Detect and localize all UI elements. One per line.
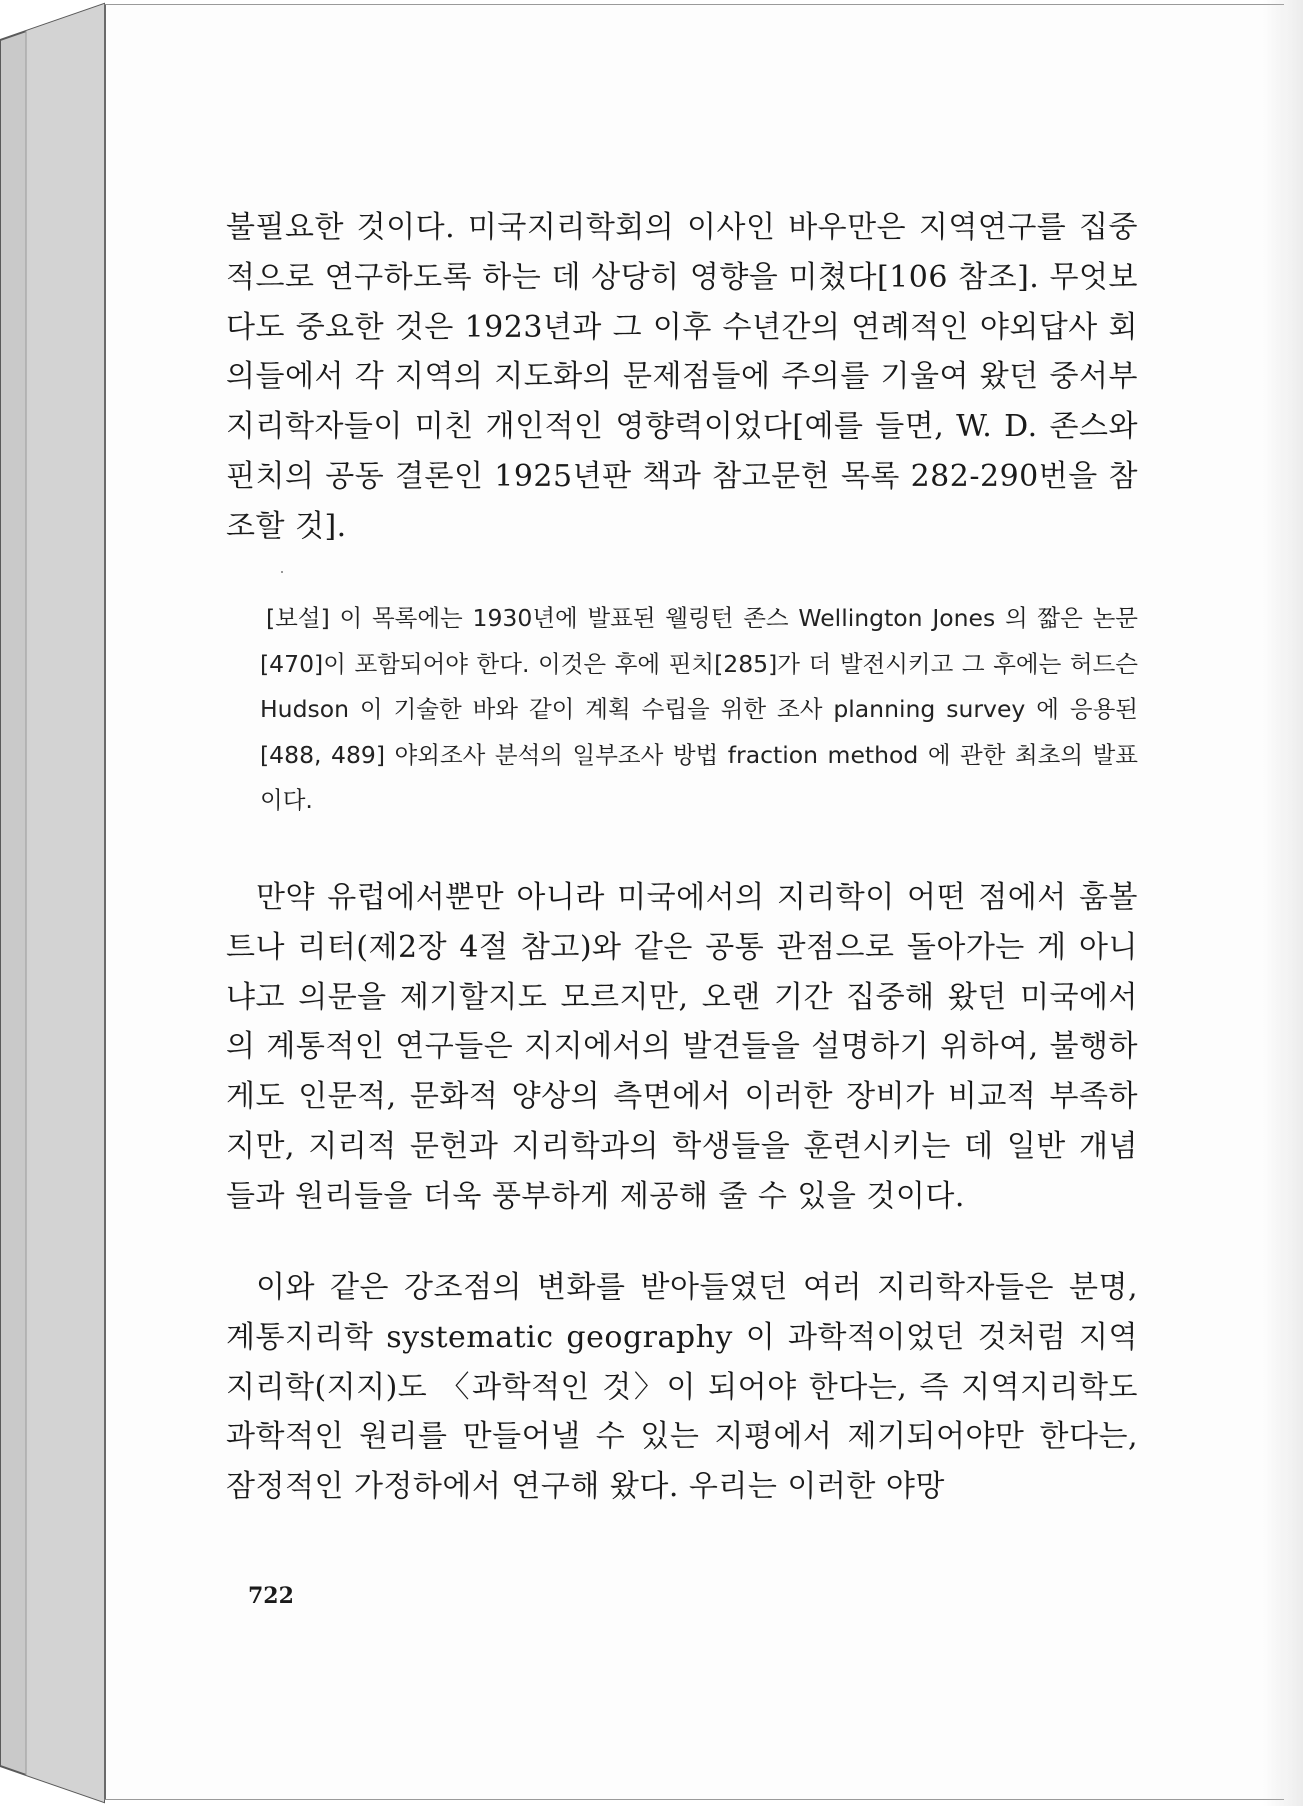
body-paragraph-3: 이와 같은 강조점의 변화를 받아들였던 여러 지리학자들은 분명, 계통지리학 systematic geography 이 과학적이었던 것처럼 지역지리학(지지)도 〈과학적인 것〉이 되어야 한다는, 즉 지역지리학도 과학적인 원리를 만들어낼 수 있는 지평에서 제기되어야만 한다는, 잠정적인 가정하에서 연구해 왔다. 우리는 이러한 야망 [226, 1270, 1138, 1505]
book-spine [0, 0, 110, 1806]
book-spine-graphic [0, 0, 110, 1806]
body-paragraph-1: 불필요한 것이다. 미국지리학회의 이사인 바우만은 지역연구를 집중적으로 연구하도록 하는 데 상당히 영향을 미쳤다[106 참조]. 무엇보다도 중요한 것은 1923년과 그 이후 수년간의 연례적인 야외답사 회의들에서 각 지역의 지도화의 문제점들에 주의를 기울여 왔던 중서부 지리학자들이 미친 개인적인 영향력이었다[예를 들면, W. D. 존스와 핀치의 공동 결론인 1925년판 책과 참고문헌 목록 282-290번을 참조할 것]. [226, 210, 1138, 544]
body-paragraph-2: 만약 유럽에서뿐만 아니라 미국에서의 지리학이 어떤 점에서 훔볼트나 리터(제2장 4절 참고)와 같은 공통 관점으로 돌아가는 게 아니냐고 의문을 제기할지도 모르지만, 오랜 기간 집중해 왔던 미국에서의 계통적인 연구들은 지지에서의 발견들을 설명하기 위하여, 불행하게도 인문적, 문화적 양상의 측면에서 이러한 장비가 비교적 부족하지만, 지리적 문헌과 지리학과의 학생들을 훈련시키는 데 일반 개념들과 원리들을 더욱 풍부하게 제공해 줄 수 있을 것이다. [226, 880, 1138, 1214]
supplementary-note: [보설] 이 목록에는 1930년에 발표된 웰링턴 존스 Wellington Jones 의 짧은 논문[470]이 포함되어야 한다. 이것은 후에 핀치[285]가 더 발전시키고 그 후에는 허드슨 Hudson 이 기술한 바와 같이 계획 수립을 위한 조사 planning survey 에 응용된[488, 489] 야외조사 분석의 일부조사 방법 fraction method 에 관한 최초의 발표이다. [260, 604, 1138, 814]
page-number: 722 [248, 1583, 294, 1609]
page-edge-shadow [1263, 0, 1303, 1806]
scan-speck [281, 571, 283, 573]
